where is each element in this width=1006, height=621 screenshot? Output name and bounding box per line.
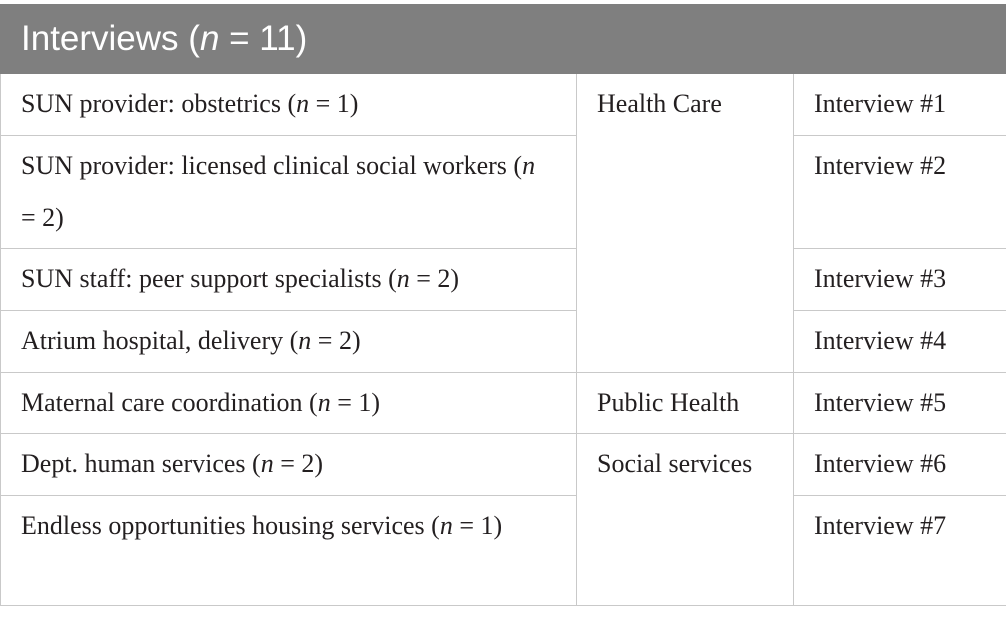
interview-cell: Interview #4 <box>794 311 1006 373</box>
table-row <box>1 373 1006 434</box>
table-row <box>1 496 1006 606</box>
n-value: = 2) <box>21 203 64 232</box>
participant-cell <box>1 496 577 606</box>
interview-cell: Interview #7 <box>794 496 1006 606</box>
participant-label: SUN provider: obstetrics ( <box>21 89 297 118</box>
n-symbol: n <box>260 449 274 478</box>
sector-cell-social-services: Social services <box>577 434 794 606</box>
table-row <box>1 434 1006 496</box>
n-symbol: n <box>439 511 453 540</box>
participant-label: Endless opportunities housing services ( <box>21 511 440 540</box>
table-row <box>1 311 1006 373</box>
participant-cell <box>1 74 577 136</box>
interviews-table <box>0 4 1006 606</box>
n-value: = 2) <box>409 264 460 293</box>
participant-label: SUN staff: peer support specialists ( <box>21 264 397 293</box>
n-symbol: n <box>296 89 310 118</box>
n-value: = 2) <box>311 326 361 355</box>
participant-label: Atrium hospital, delivery ( <box>21 326 299 355</box>
n-value: = 2) <box>273 449 324 478</box>
table-title-n-symbol: n <box>199 19 220 58</box>
n-symbol: n <box>298 326 312 355</box>
interview-cell: Interview #3 <box>794 249 1006 311</box>
table-title-prefix: Interviews ( <box>21 19 200 58</box>
n-value: = 1) <box>330 388 381 417</box>
interview-cell: Interview #5 <box>794 373 1006 434</box>
interview-cell: Interview #2 <box>794 136 1006 249</box>
n-symbol: n <box>522 151 536 180</box>
table-title <box>1 5 1006 74</box>
participant-cell <box>1 434 577 496</box>
interview-cell: Interview #6 <box>794 434 1006 496</box>
table-title-suffix: = 11) <box>219 19 308 58</box>
participant-cell <box>1 311 577 373</box>
participant-label: SUN provider: licensed clinical social workers ( <box>21 151 523 180</box>
participant-cell <box>1 136 577 249</box>
table-header-row <box>1 5 1006 74</box>
sector-cell-public-health: Public Health <box>577 373 794 434</box>
n-symbol: n <box>317 388 331 417</box>
participant-cell <box>1 249 577 311</box>
participant-label: Maternal care coordination ( <box>21 388 318 417</box>
sector-cell-health-care: Health Care <box>577 74 794 373</box>
table-row <box>1 136 1006 249</box>
n-value: = 1) <box>309 89 359 118</box>
participant-cell <box>1 373 577 434</box>
n-value: = 1) <box>452 511 503 540</box>
table-row <box>1 249 1006 311</box>
n-symbol: n <box>396 264 410 293</box>
interview-cell: Interview #1 <box>794 74 1006 136</box>
participant-label: Dept. human services ( <box>21 449 261 478</box>
table-row <box>1 74 1006 136</box>
